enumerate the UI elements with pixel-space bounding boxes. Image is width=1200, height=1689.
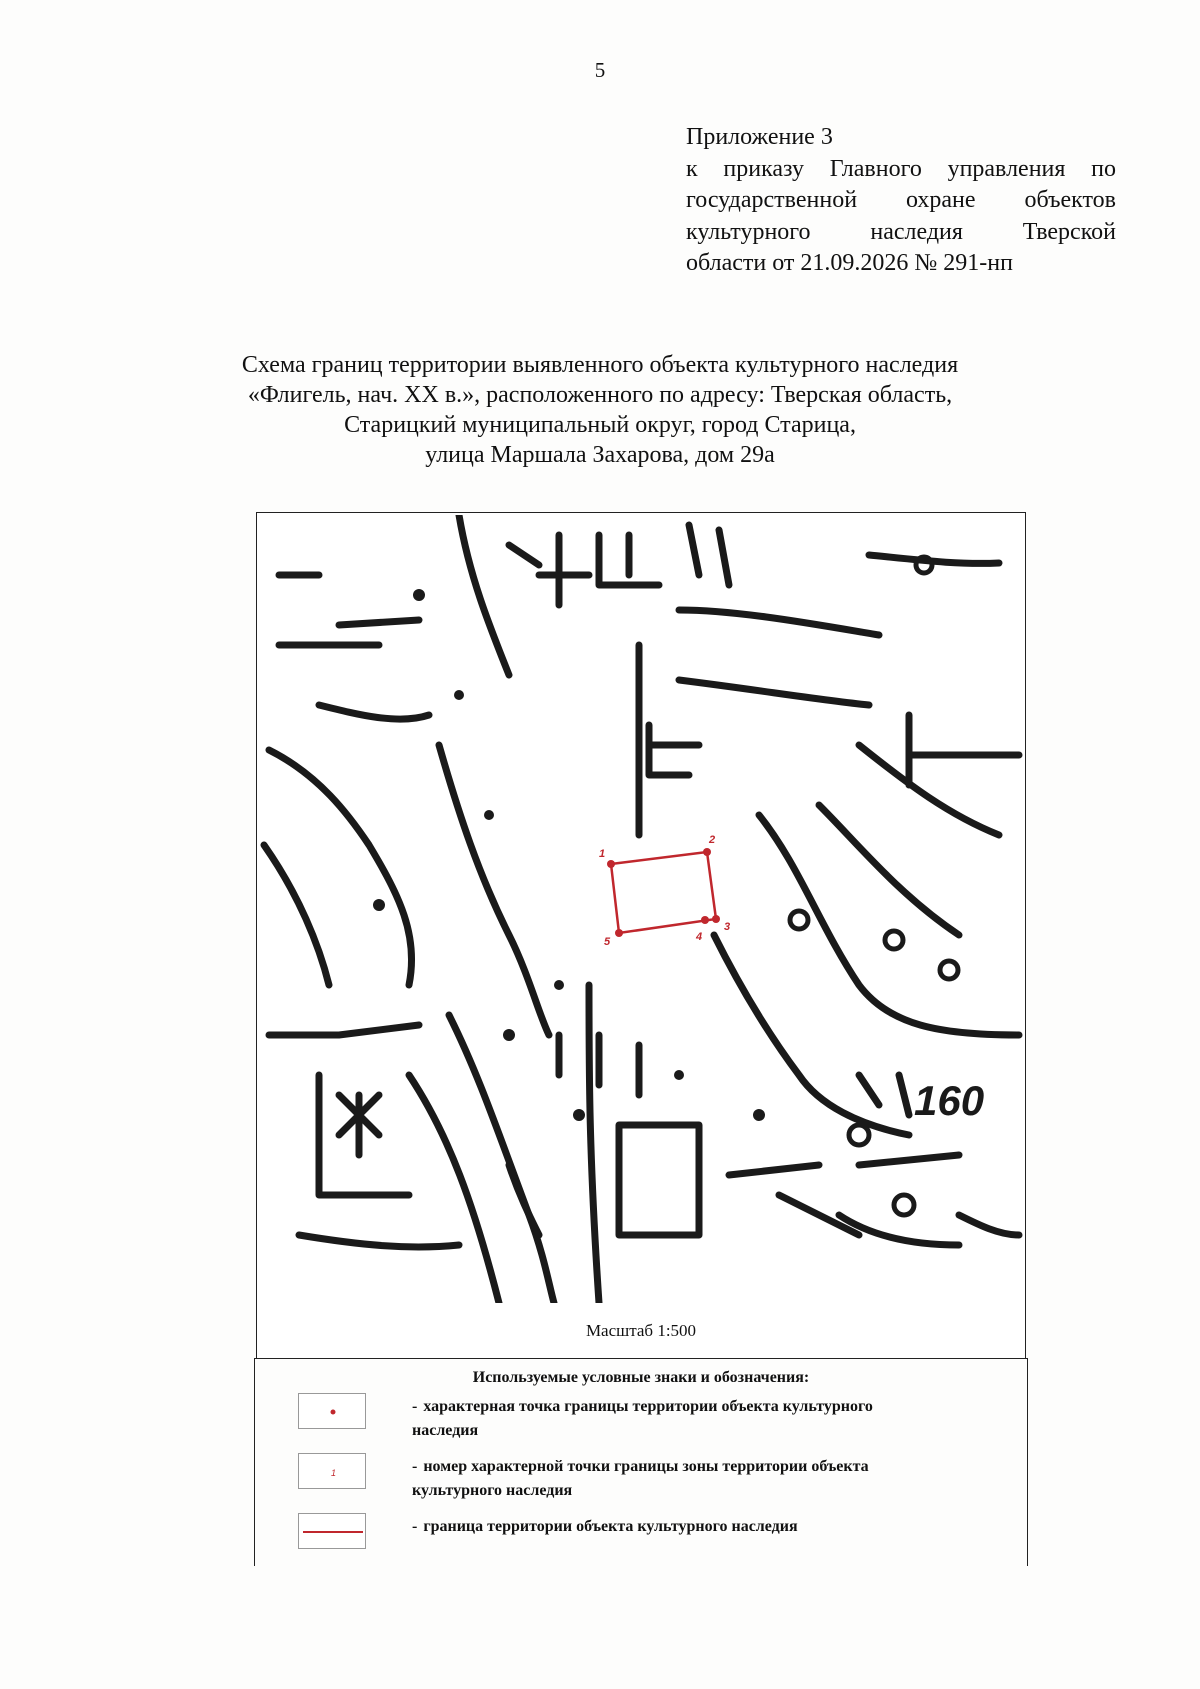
- appendix-block: [686, 122, 1116, 280]
- legend: [254, 1358, 1028, 1566]
- point-number-icon: [298, 1453, 366, 1489]
- title-line: Старицкий муниципальный округ, город Старица,: [344, 412, 856, 438]
- topographic-map: [259, 515, 1023, 1303]
- map-scale: Масштаб 1:500: [585, 1321, 697, 1340]
- point-label-4: 4: [696, 931, 703, 943]
- map-frame: [256, 512, 1026, 1359]
- legend-text: - граница территории объекта культурного наследия: [412, 1518, 798, 1535]
- point-label-3: 3: [724, 921, 731, 933]
- title-line: Схема границ территории выявленного объекта культурного наследия: [241, 352, 959, 378]
- point-label-5: 5: [604, 936, 611, 948]
- title-line: «Флигель, нач. XX в.», расположенного по адресу: Тверская область,: [247, 382, 953, 408]
- document-title: [140, 350, 1060, 470]
- red-line-icon: [298, 1513, 366, 1549]
- appendix-line: области от 21.09.2026 № 291-нп: [686, 250, 1013, 276]
- appendix-line: Приложение 3: [686, 124, 833, 150]
- boundary-polygon: [607, 848, 720, 937]
- legend-text: - характерная точка границы территории объекта культурного наследия: [412, 1398, 873, 1439]
- page-number: 5: [594, 58, 606, 82]
- point-label-1: 1: [599, 848, 606, 860]
- legend-title: Используемые условные знаки и обозначения:: [472, 1369, 810, 1386]
- appendix-line: государственной охране объектов: [686, 187, 1116, 213]
- map-label-text: 160: [914, 1077, 985, 1124]
- appendix-line: культурного наследия Тверской: [686, 218, 1116, 245]
- red-dot-icon: [298, 1393, 366, 1429]
- legend-text: - номер характерной точки границы зоны территории объекта культурного наследия: [412, 1458, 869, 1499]
- appendix-line: к приказу Главного управления по: [686, 155, 1116, 182]
- title-line: улица Маршала Захарова, дом 29а: [425, 442, 775, 468]
- point-label-2: 2: [709, 834, 716, 846]
- point-number-sample: 1: [331, 1468, 337, 1478]
